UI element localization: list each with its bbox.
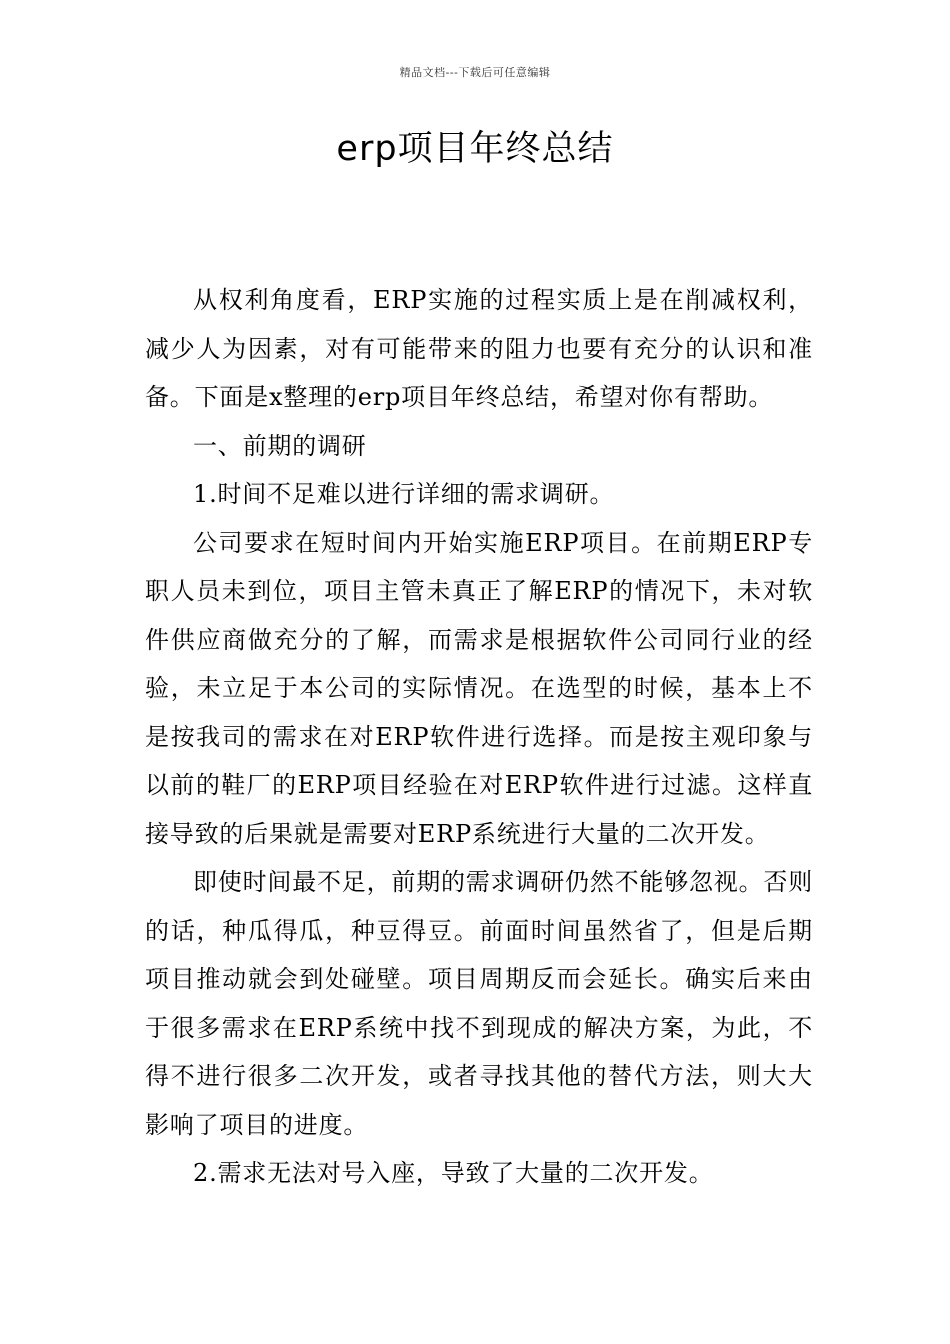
subheading-time-shortage: 1.时间不足难以进行详细的需求调研。: [193, 480, 615, 508]
body-paragraph: 即使时间最不足，前期的需求调研仍然不能够忽视。否则的话，种瓜得瓜，种豆得豆。前面时间虽然省了，但是后期项目推动就会到处碰壁。项目周期反而会延长。确实后来由于很多需求在ERP系统中找不到现成的解决方案，为此，不得不进行很多二次开发，或者寻找其他的替代方法，则大大影响了项目的进度。: [145, 868, 813, 1139]
body-paragraph: 公司要求在短时间内开始实施ERP项目。在前期ERP专职人员未到位，项目主管未真正了解ERP的情况下，未对软件供应商做充分的了解，而需求是根据软件公司同行业的经验，未立足于本公司的实际情况。在选型的时候，基本上不是按我司的需求在对ERP软件进行选择。而是按主观印象与以前的鞋厂的ERP项目经验在对ERP软件进行过滤。这样直接导致的后果就是需要对ERP系统进行大量的二次开发。: [145, 528, 813, 848]
section-heading-research: 一、前期的调研: [193, 431, 367, 460]
document-body: [145, 276, 813, 1198]
intro-paragraph: 从权利角度看，ERP实施的过程实质上是在削减权利，减少人为因素，对有可能带来的阻力也要有充分的认识和准备。下面是x整理的erp项目年终总结，希望对你有帮助。: [145, 286, 813, 411]
page-header-note: 精品文档---下载后可任意编辑: [399, 66, 551, 79]
document-title: erp项目年终总结: [336, 129, 614, 169]
subheading-requirements-mismatch: 2.需求无法对号入座，导致了大量的二次开发。: [193, 1159, 714, 1187]
